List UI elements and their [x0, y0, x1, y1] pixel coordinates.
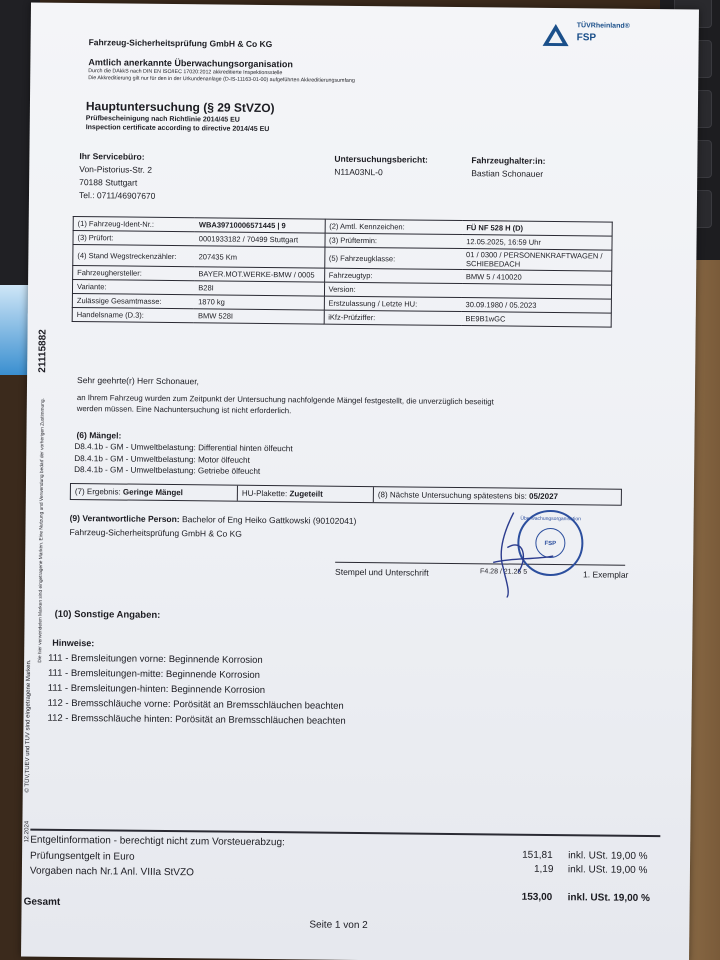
vehicle-table-value [462, 284, 612, 300]
next-inspection-cell [373, 487, 621, 505]
vehicle-table-label: (5) Fahrzeugklasse: [324, 247, 462, 269]
vehicle-table-value: 1870 kg [194, 295, 324, 310]
defect-item: D8.4.1b - GM - Umweltbelastung: Getriebe ölfeucht [74, 465, 261, 476]
service-office-street: Von-Pistorius-Str. 2 [79, 164, 153, 175]
vehicle-table-label: (4) Stand Wegstreckenzähler: [73, 244, 195, 266]
service-office [79, 151, 156, 201]
vehicle-data-table [72, 216, 613, 328]
letter-body-2: werden müssen. Eine Nachuntersuchung ist nicht erforderlich. [76, 404, 292, 416]
stamp-center: FSP [535, 528, 565, 558]
fees-info: Entgeltinformation - berechtigt nicht zum Vorsteuerabzug: [30, 834, 285, 849]
side-copyright: © TÜV,TUEV und TUV sind eingetragene Marken. [24, 659, 33, 793]
defects-list [74, 441, 293, 478]
responsible-name: Bachelor of Eng Heiko Gattkowski (90102041) [181, 514, 357, 526]
vehicle-table-value: BMW 5 / 410020 [462, 270, 612, 286]
vehicle-table-value: 207435 Km [195, 246, 325, 268]
blue-card [0, 285, 30, 375]
logo-fsp: FSP [576, 32, 597, 44]
vehicle-table-label: Version: [324, 282, 462, 297]
hints-label: Hinweise: [52, 637, 95, 649]
vehicle-table-label: Handelsname (D.3): [72, 307, 194, 322]
fee-row2-amount: 1,19 [533, 863, 554, 876]
next-inspection-value: 05/2027 [529, 491, 559, 502]
fee-row2-label: Vorgaben nach Nr.1 Anl. VIIIa StVZO [29, 865, 194, 879]
signature-line [335, 562, 625, 566]
result-value: Geringe Mängel [122, 487, 183, 498]
vehicle-table-value: B28I [194, 281, 324, 296]
responsible-company: Fahrzeug-Sicherheitsprüfung GmbH & Co KG [69, 526, 242, 539]
next-inspection-label: (8) Nächste Untersuchung spätestens bis: [377, 490, 527, 501]
vehicle-table-value: BMW 528I [194, 309, 324, 324]
stamp-code: F4.28 / 21.25 5 [480, 568, 528, 576]
hint-item: 112 - Bremsschläuche vorne: Porösität an Bremsschläuchen beachten [47, 697, 344, 712]
vehicle-table-label: iKfz-Prüfziffer: [324, 310, 462, 325]
vehicle-table-label: Erstzulassung / Letzte HU: [324, 296, 462, 311]
vehicle-table-value: 30.09.1980 / 05.2023 [461, 298, 611, 314]
company-name: Fahrzeug-Sicherheitsprüfung GmbH & Co KG [88, 37, 273, 50]
other-label: (10) Sonstige Angaben: [54, 608, 161, 621]
serial-number: 21115882 [37, 329, 49, 373]
vehicle-table-value: 12.05.2025, 16:59 Uhr [462, 235, 612, 251]
responsible-person [70, 513, 357, 526]
vehicle-table-label: (1) Fahrzeug-Ident-Nr.: [73, 216, 195, 231]
report-number: N11A03NL-0 [334, 166, 383, 178]
stamp-ring-text: Überwachungsorganisation [520, 515, 581, 523]
vehicle-table-value: WBA39710006571445 | 9 [195, 218, 325, 233]
plakette-label: HU-Plakette: [241, 488, 288, 499]
vehicle-table-label: Zulässige Gesamtmasse: [72, 293, 194, 308]
owner-label: Fahrzeughalter:in: [471, 155, 546, 166]
accreditation-line-2: Die Akkreditierung gilt nur für den in der Urkundenanlage (D-IS-11163-01-00) aufgeführten Akkreditierungsumfang [88, 75, 355, 84]
result-cell [71, 484, 237, 501]
defect-item: D8.4.1b - GM - Umweltbelastung: Differential hinten ölfeucht [74, 442, 293, 454]
hint-item: 112 - Bremsschläuche hinten: Porösität an Bremsschläuchen beachten [47, 712, 346, 727]
fee-row2-tax: inkl. USt. 19,00 % [567, 864, 648, 877]
service-office-label: Ihr Servicebüro: [79, 151, 145, 162]
triangle-logo-icon [543, 24, 569, 46]
owner-name: Bastian Schonauer [471, 168, 544, 179]
accreditation-line-1: Durch die DAkkS nach DIN EN ISO/IEC 17020:2012 akkreditierte Inspektionsstelle [88, 68, 283, 77]
hint-item: 111 - Bremsleitungen-hinten: Beginnende Korrosion [47, 682, 266, 697]
report-label: Untersuchungsbericht: [334, 153, 428, 165]
owner-block [471, 155, 545, 179]
service-office-phone: Tel.: 0711/46907670 [78, 190, 156, 201]
vehicle-table-label: Variante: [72, 279, 194, 294]
fee-total-tax: inkl. USt. 19,00 % [567, 892, 650, 905]
hints-list [47, 651, 346, 729]
defect-item: D8.4.1b - GM - Umweltbelastung: Motor ölfeucht [74, 453, 250, 465]
subtitle-de: Prüfbescheinigung nach Richtlinie 2014/45 EU [85, 115, 240, 124]
letter-body-1: an Ihrem Fahrzeug wurden zum Zeitpunkt der Untersuchung nachfolgende Mängel festgestellt, die unverzüglich beseitigt [76, 393, 494, 407]
fee-row1-amount: 151,81 [522, 849, 553, 862]
signature [483, 507, 564, 598]
side-note: Die hier verwendeten Marken sind eingetragene Marken. Eine Nutzung und Verwendung bedarf der vorherigen Zustimmung. [38, 398, 46, 663]
inspection-certificate [21, 3, 699, 960]
vehicle-table-value: BAYER.MOT.WERKE-BMW / 0005 [194, 267, 324, 282]
hint-item: 111 - Bremsleitungen vorne: Beginnende Korrosion [48, 652, 263, 666]
result-label: (7) Ergebnis: [74, 487, 121, 497]
vehicle-table-label: (2) Amtl. Kennzeichen: [325, 219, 463, 234]
vehicle-table-label: (3) Prüftermin: [325, 233, 463, 248]
vehicle-table-value: BE9B1wGC [461, 312, 611, 328]
stamp-label: Stempel und Unterschrift [335, 566, 429, 578]
subtitle-en: Inspection certificate according to directive 2014/45 EU [85, 124, 270, 134]
fee-total-label: Gesamt [23, 896, 61, 908]
fee-row1-tax: inkl. USt. 19,00 % [568, 850, 648, 863]
tuv-logo [543, 22, 653, 51]
fee-total-amount: 153,00 [521, 891, 553, 904]
vehicle-table-label: Fahrzeughersteller: [73, 265, 195, 280]
copy-label: 1. Exemplar [583, 569, 629, 580]
org-title: Amtlich anerkannte Überwachungsorganisation [88, 57, 293, 70]
vehicle-table-value: 01 / 0300 / PERSONENKRAFTWAGEN / SCHIEBEDACH [462, 249, 612, 272]
side-date: 12.2024 [24, 820, 31, 843]
defects-label: (6) Mängel: [76, 430, 122, 441]
greeting: Sehr geehrte(r) Herr Schonauer, [77, 375, 200, 387]
vehicle-table-value: 0001933182 / 70499 Stuttgart [195, 232, 325, 247]
result-row [70, 483, 622, 506]
vehicle-table-value: FÜ NF 528 H (D) [462, 221, 612, 237]
vehicle-table-label: Fahrzeugtyp: [324, 268, 462, 283]
hint-item: 111 - Bremsleitungen-mitte: Beginnende Korrosion [47, 667, 260, 681]
plakette-cell [237, 486, 373, 502]
service-office-city: 70188 Stuttgart [79, 177, 138, 188]
vehicle-table-label: (3) Prüfort: [73, 230, 195, 245]
page-number: Seite 1 von 2 [309, 919, 368, 932]
fee-row1-label: Prüfungsentgelt in Euro [30, 850, 135, 863]
document-title: Hauptuntersuchung (§ 29 StVZO) [85, 99, 275, 116]
report-block [334, 154, 428, 178]
logo-brand: TÜVRheinland® [576, 22, 630, 30]
plakette-value: Zugeteilt [289, 489, 323, 499]
responsible-label: (9) Verantwortliche Person: [69, 512, 180, 525]
